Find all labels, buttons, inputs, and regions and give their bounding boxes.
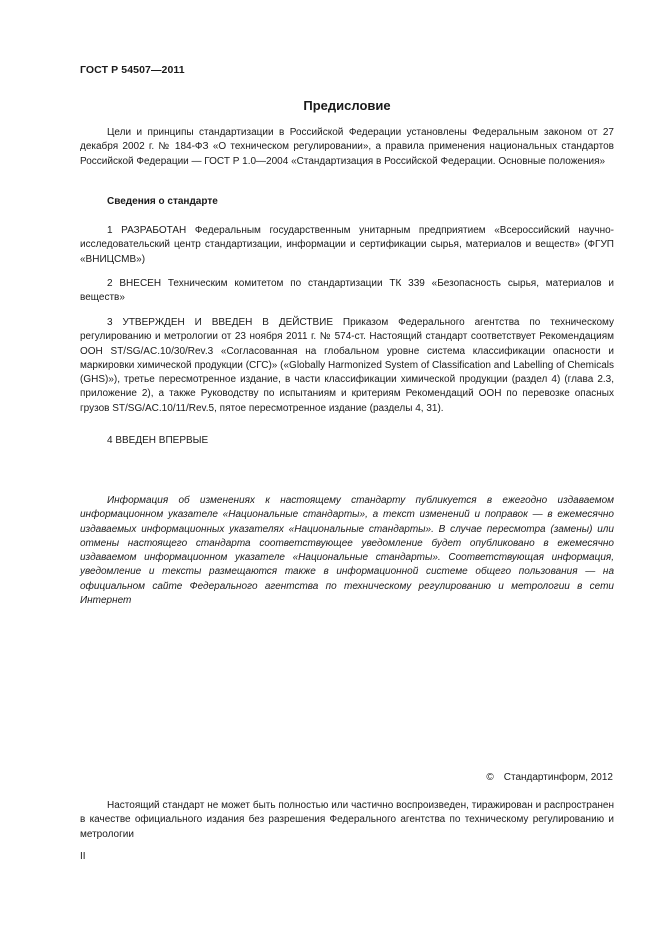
reproduction-paragraph: Настоящий стандарт не может быть полностью или частично воспроизведен, тиражирован и распространен в качестве официального издания без разрешения Федерального агентства по техническому регулированию и метрологии bbox=[80, 800, 614, 840]
standard-number-header: ГОСТ Р 54507—2011 bbox=[80, 64, 185, 76]
reproduction-section bbox=[80, 799, 614, 842]
notice-paragraph: Информация об изменениях к настоящему стандарту публикуется в ежегодно издаваемом информационном указателе «Национальные стандарты», а текст изменений и поправок — в ежемесячно издаваемых информационных указателях «Национальные стандарты». В случае пересмотра (замены) или отмены настоящего стандарта соответствующее уведомление будет опубликовано в ежемесячно издаваемом информационном указателе «Национальные стандарты». Соответствующая информация, уведомление и тексты размещаются также в информационной системе общего пользования — на официальном сайте Федерального агентства по техническому регулированию и метрологии в сети Интернет bbox=[80, 495, 614, 607]
item-1-paragraph: 1 РАЗРАБОТАН Федеральным государственным унитарным предприятием «Всероссийский научно-исследовательский центр стандартизации, информации и сертификации сырья, материалов и веществ» (ФГУП «ВНИЦСМВ») bbox=[80, 225, 614, 265]
notice-section bbox=[80, 494, 614, 608]
item-1-section bbox=[80, 224, 614, 267]
item-3-section bbox=[80, 316, 614, 416]
item-2-paragraph: 2 ВНЕСЕН Техническим комитетом по стандартизации ТК 339 «Безопасность сырья, материалов и веществ» bbox=[80, 278, 614, 304]
copyright-text: Стандартинформ, 2012 bbox=[503, 772, 613, 783]
copyright-symbol: © bbox=[486, 772, 494, 783]
info-heading: Сведения о стандарте bbox=[107, 196, 218, 207]
intro-paragraph: Цели и принципы стандартизации в Российской Федерации установлены Федеральным законом от 27 декабря 2002 г. № 184-ФЗ «О техническом регулировании», а правила применения национальных стандартов Российской Федерации — ГОСТ Р 1.0—2004 «Стандартизация в Российской Федерации. Основные положения» bbox=[80, 127, 614, 167]
page-number: II bbox=[80, 851, 86, 862]
item-4-paragraph: 4 ВВЕДЕН ВПЕРВЫЕ bbox=[107, 435, 209, 446]
copyright-line bbox=[486, 772, 613, 783]
item-4-section bbox=[80, 434, 614, 448]
item-2-section bbox=[80, 277, 614, 306]
item-3-paragraph: 3 УТВЕРЖДЕН И ВВЕДЕН В ДЕЙСТВИЕ Приказом Федерального агентства по техническому регулированию и метрологии от 23 ноября 2011 г. № 574-ст. Настоящий стандарт соответствует Рекомендациям ООН ST/SG/AC.10/30/Rev.3 «Согласованная на глобальном уровне система классификации опасности и маркировки химической продукции (СГС)» («Globally Harmonized System of Classification and Labelling of Chemicals (GHS)»), третье пересмотренное издание, в части классификации химической продукции (раздел 4) (глава 2.3, приложение 2), а также Руководству по испытаниям и критериям Рекомендаций ООН по перевозке опасных грузов ST/SG/AC.10/11/Rev.5, пятое пересмотренное издание (разделы 4, 31). bbox=[80, 317, 614, 414]
page-title: Предисловие bbox=[303, 98, 391, 113]
intro-section bbox=[80, 126, 614, 169]
